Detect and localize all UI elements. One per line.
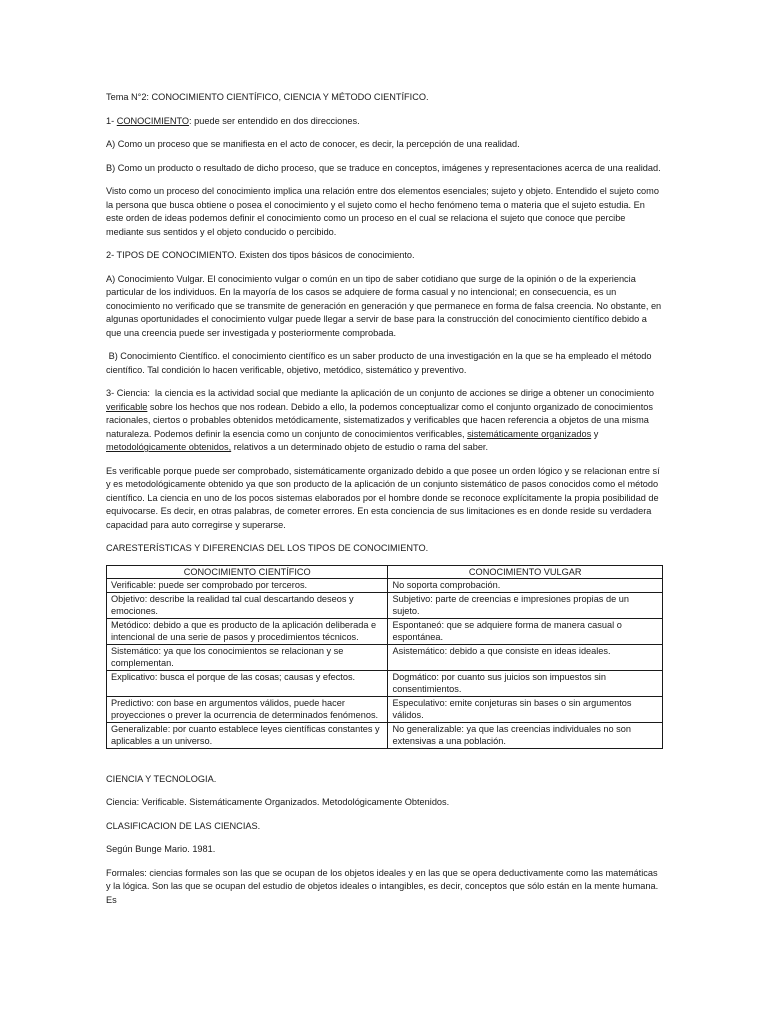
ciencia-summary-line: Ciencia: Verificable. Sistemáticamente Organizados. Metodológicamente Obtenidos.: [106, 797, 450, 807]
table-cell-vulgar: Especulativo: emite conjeturas sin bases o sin argumentos válidos.: [388, 696, 663, 722]
bunge-reference: Según Bunge Mario. 1981.: [106, 844, 216, 854]
section-1-number: 1-: [106, 115, 117, 126]
table-cell-vulgar: Asistemático: debido a que consiste en ideas ideales.: [388, 644, 663, 670]
section-3-verificable-paragraph: Es verificable porque puede ser comprobado, sistemáticamente organizado debido a que posee un orden lógico y se relacionan entre sí y es metodológicamente obtenido ya que son producto de la aplicación de un conjunto sistemático de pasos conocidos como el método científico. La ciencia en uno de los pocos sistemas elaborados por el hombre donde se reconoce explícitamente la propia posibilidad de equivocarse. Es decir, en otras palabras, de cometer errores. En esta conciencia de sus limitaciones es en donde reside su verdadera capacidad para auto corregirse y superarse.: [106, 465, 660, 530]
table-cell-vulgar: Espontaneó: que se adquiere forma de manera casual o espontánea.: [388, 618, 663, 644]
ciencia-text-3: y: [591, 428, 601, 439]
section-1-intro: [106, 115, 663, 129]
table-cell-cientifico: Verificable: puede ser comprobado por terceros.: [107, 579, 388, 593]
clasificacion-heading: CLASIFICACION DE LAS CIENCIAS.: [106, 820, 261, 831]
table-cell-cientifico: Sistemático: ya que los conocimientos se relacionan y se complementan.: [107, 644, 388, 670]
topic-title: Tema N°2: CONOCIMIENTO CIENTÍFICO, CIENCIA Y MÉTODO CIENTÍFICO.: [106, 92, 429, 102]
table-cell-cientifico: Objetivo: describe la realidad tal cual descartando deseos y emociones.: [107, 592, 388, 618]
ciencia-underlined-organizados: sistemáticamente organizados: [467, 428, 592, 439]
formales-paragraph: Formales: ciencias formales son las que se ocupan de los objetos ideales y en las que se opera deductivamente como las matemáticas y la lógica. Son las que se ocupan del estudio de objetos ideales o intangibles, es decir, conceptos que sólo están en la mente humana. Es: [106, 867, 659, 905]
table-row: [107, 670, 663, 696]
table-cell-vulgar: No generalizable: ya que las creencias individuales no son extensivas a una población.: [388, 722, 663, 748]
table-row: [107, 644, 663, 670]
section-1-process-paragraph: Visto como un proceso del conocimiento implica una relación entre dos elementos esenciales; sujeto y objeto. Entendido el sujeto como la persona que busca obtiene o posea el conocimiento y el sujeto como el hecho fenómeno tema o materia que el sujeto estudia. En este orden de ideas podemos definir el conocimiento como un proceso en el cual se relaciona el sujeto que conoce que percibe mediante sus sentidos y el objeto conducido o percibido.: [106, 186, 659, 237]
table-header-row: [107, 565, 663, 579]
table-cell-vulgar: No soporta comprobación.: [388, 579, 663, 593]
section-1-term: CONOCIMIENTO: [116, 115, 190, 126]
section-2-vulgar-paragraph: A) Conocimiento Vulgar. El conocimiento vulgar o común en un tipo de saber cotidiano que surge de la opinión o de la experiencia particular de los individuos. En la mayoría de los casos se adquiere de forma casual y no intencional; en consecuencia, es un conocimiento no verificado que se transmite de generación en generación y que permanece en forma de falsa creencia. No obstante, en algunas oportunidades el conocimiento vulgar puede llegar a servir de base para la construcción del conocimiento científico debido a que una creencia puede ser investigada y posteriormente comprobada.: [106, 273, 662, 338]
table-row: [107, 722, 663, 748]
table-cell-cientifico: Metódico: debido a que es producto de la aplicación deliberada e intencional de una serie de pasos y procedimientos técnicos.: [107, 618, 388, 644]
table-cell-cientifico: Explicativo: busca el porque de las cosas; causas y efectos.: [107, 670, 388, 696]
table-header-cientifico: CONOCIMIENTO CIENTÍFICO: [107, 565, 388, 579]
comparison-table: [106, 565, 663, 749]
table-heading: CARESTERÍSTICAS Y DIFERENCIAS DEL LOS TIPOS DE CONOCIMIENTO.: [106, 543, 429, 553]
section-1-item-b: B) Como un producto o resultado de dicho proceso, que se traduce en conceptos, imágenes y representaciones acerca de una realidad.: [106, 162, 661, 173]
table-cell-cientifico: Generalizable: por cuanto establece leyes científicas constantes y aplicables a un universo.: [107, 722, 388, 748]
section-1-item-a: A) Como un proceso que se manifiesta en el acto de conocer, es decir, la percepción de una realidad.: [106, 139, 520, 149]
section-1-rest: : puede ser entendido en dos direcciones.: [189, 115, 360, 126]
ciencia-text-1: 3- Ciencia: la ciencia es la actividad social que mediante la aplicación de un conjunto de acciones se dirige a obtener un conocimiento: [106, 388, 657, 398]
section-2-title: 2- TIPOS DE CONOCIMIENTO. Existen dos tipos básicos de conocimiento.: [106, 250, 415, 260]
table-cell-vulgar: Subjetivo: parte de creencias e impresiones propias de un sujeto.: [388, 592, 663, 618]
table-header-vulgar: CONOCIMIENTO VULGAR: [388, 565, 663, 579]
table-cell-vulgar: Dogmático: por cuanto sus juicios son impuestos sin consentimientos.: [388, 670, 663, 696]
ciencia-tecnologia-heading: CIENCIA Y TECNOLOGIA.: [106, 773, 217, 784]
section-3-ciencia-paragraph: [106, 387, 663, 455]
table-cell-cientifico: Predictivo: con base en argumentos válidos, puede hacer proyecciones o prever la ocurrencia de determinados fenómenos.: [107, 696, 388, 722]
ciencia-underlined-obtenidos: metodológicamente obtenidos,: [106, 442, 232, 452]
table-row: [107, 696, 663, 722]
ciencia-text-4: relativos a un determinado objeto de estudio o rama del saber.: [231, 442, 489, 452]
ciencia-text-2: sobre los hechos que nos rodean. Debido a ello, la podemos conceptualizar como el conjunto organizado de conocimientos racionales, ciertos o probables obtenidos metódicamente, sistematizados y verificables que hacen referencia a objetos de una misma naturaleza. Podemos definir la esencia como un conjunto de conocimientos verificables,: [106, 401, 656, 439]
ciencia-underlined-verificable: verificable: [106, 401, 148, 412]
table-row: [107, 579, 663, 593]
table-row: [107, 618, 663, 644]
section-2-cientifico-paragraph: B) Conocimiento Científico. el conocimiento científico es un saber producto de una investigación en la que se ha empleado el método científico. Tal condición lo hacen verificable, objetivo, metódico, sistemático y preventivo.: [106, 351, 655, 375]
table-body: [107, 579, 663, 749]
table-row: [107, 592, 663, 618]
document-body: [106, 91, 663, 917]
